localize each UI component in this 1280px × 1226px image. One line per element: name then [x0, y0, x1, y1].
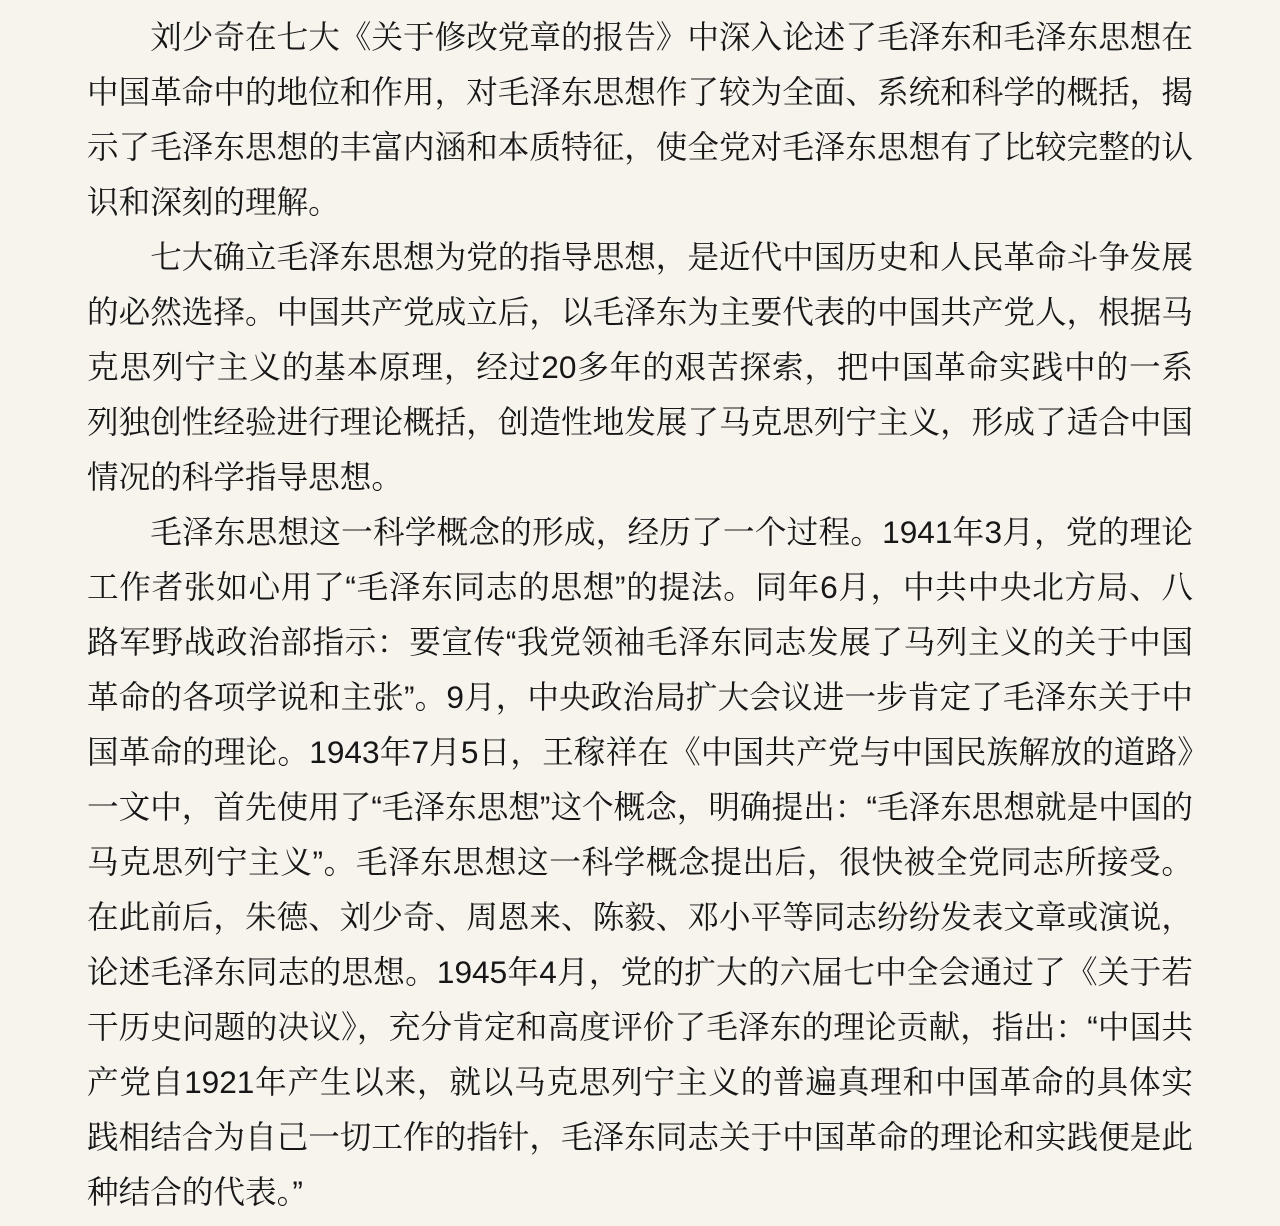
paragraph-1: 刘少奇在七大《关于修改党章的报告》中深入论述了毛泽东和毛泽东思想在中国革命中的地位和作用，对毛泽东思想作了较为全面、系统和科学的概括，揭示了毛泽东思想的丰富内涵和本质特征，使全党对毛泽东思想有了比较完整的认识和深刻的理解。 — [87, 19, 1193, 220]
paragraph-3: 毛泽东思想这一科学概念的形成，经历了一个过程。1941年3月，党的理论工作者张如心用了“毛泽东同志的思想”的提法。同年6月，中共中央北方局、八路军野战政治部指示：要宣传“我党领袖毛泽东同志发展了马列主义的关于中国革命的各项学说和主张”。9月，中央政治局扩大会议进一步肯定了毛泽东关于中国革命的理论。1943年7月5日，王稼祥在《中国共产党与中国民族解放的道路》一文中，首先使用了“毛泽东思想”这个概念，明确提出：“毛泽东思想就是中国的马克思列宁主义”。毛泽东思想这一科学概念提出后，很快被全党同志所接受。在此前后，朱德、刘少奇、周恩来、陈毅、邓小平等同志纷纷发表文章或演说，论述毛泽东同志的思想。1945年4月，党的扩大的六届七中全会通过了《关于若干历史问题的决议》，充分肯定和高度评价了毛泽东的理论贡献，指出：“中国共产党自1921年产生以来，就以马克思列宁主义的普遍真理和中国革命的具体实践相结合为自己一切工作的指针，毛泽东同志关于中国革命的理论和实践便是此种结合的代表。” — [87, 514, 1193, 1210]
article-text — [87, 10, 1193, 1220]
paragraph-2: 七大确立毛泽东思想为党的指导思想，是近代中国历史和人民革命斗争发展的必然选择。中国共产党成立后，以毛泽东为主要代表的中国共产党人，根据马克思列宁主义的基本原理，经过20多年的艰苦探索，把中国革命实践中的一系列独创性经验进行理论概括，创造性地发展了马克思列宁主义，形成了适合中国情况的科学指导思想。 — [87, 239, 1193, 495]
